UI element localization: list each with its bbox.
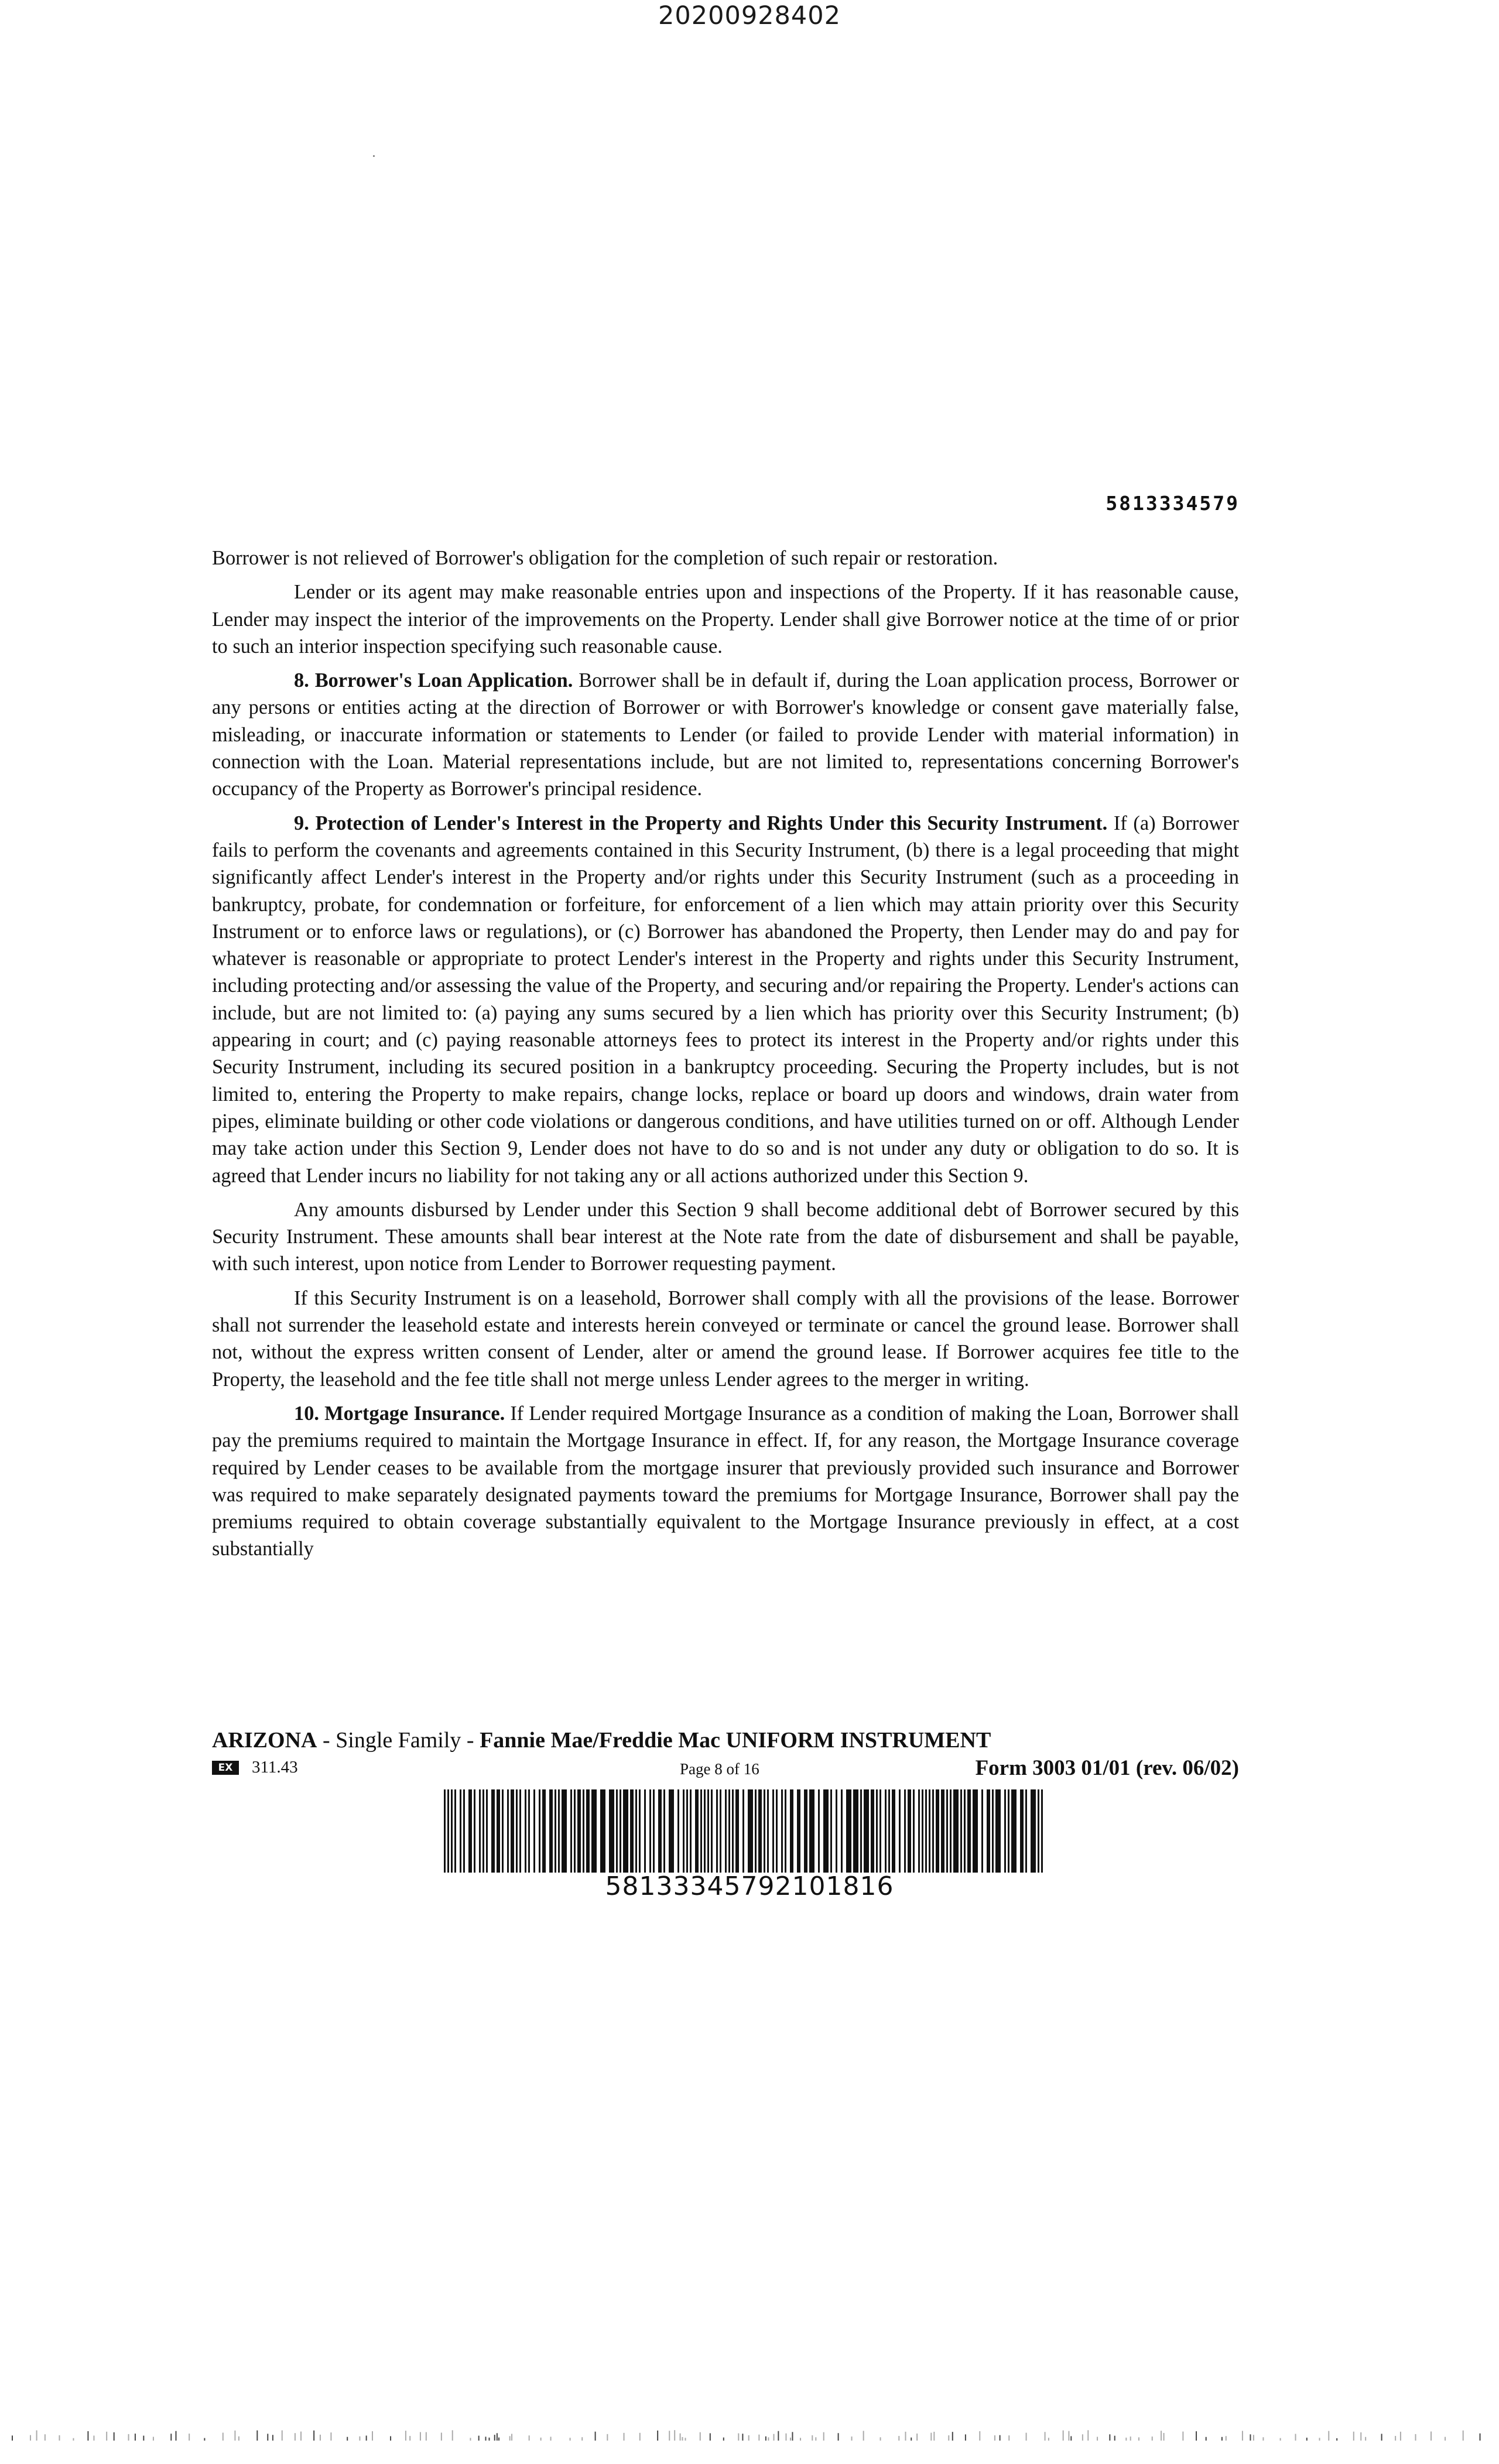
footer-separator: - Single Family - — [317, 1728, 480, 1753]
section-9-heading: 9. Protection of Lender's Interest in the Property and Rights Under this Security Instrument. — [294, 812, 1108, 834]
paragraph-leasehold: If this Security Instrument is on a leasehold, Borrower shall comply with all the provisions of the lease. Borrower shall not surrender the leasehold estate and interests herein conveyed or terminate or cancel the ground lease. Borrower shall not, without the express written consent of Lender, alter or amend the ground lease. If Borrower acquires fee title to the Property, the leasehold and the fee title shall not merge unless Lender agrees to the merger in writing. — [212, 1286, 1239, 1391]
form-code-number: 311.43 — [252, 1758, 298, 1777]
barcode-digits: 58133345792101816 — [605, 1871, 894, 1901]
loan-number: 5813334579 — [1106, 492, 1240, 515]
footer-title — [212, 1727, 1239, 1753]
footer-state: ARIZONA — [212, 1728, 317, 1753]
section-8-heading: 8. Borrower's Loan Application. — [294, 669, 573, 692]
page-number: Page 8 of 16 — [680, 1760, 759, 1778]
barcode — [443, 1789, 1046, 1873]
paragraph-repair: Borrower is not relieved of Borrower's obligation for the completion of such repair or restoration. — [212, 547, 998, 569]
section-8 — [212, 667, 1239, 802]
form-id: Form 3003 01/01 (rev. 06/02) — [975, 1756, 1239, 1780]
section-8-text: Borrower shall be in default if, during the Loan application process, Borrower or any persons or entities acting at the direction of Borrower or with Borrower's knowledge or consent gave materially false, misleading, or inaccurate information or statements to Lender (or failed to provide Lender with material information) in connection with the Loan. Material representations include, but are not limited to, representations concerning Borrower's occupancy of the Property as Borrower's principal residence. — [212, 669, 1239, 800]
section-10 — [212, 1400, 1239, 1563]
section-9-text: If (a) Borrower fails to perform the covenants and agreements contained in this Security Instrument, (b) there is a legal proceeding that might significantly affect Lender's interest in the Property and/or rights under this Security Instrument (such as a proceeding in bankruptcy, probate, for condemnation or forfeiture, for enforcement of a lien which may attain priority over this Security Instrument or to enforce laws or regulations), or (c) Borrower has abandoned the Property, then Lender may do and pay for whatever is reasonable or appropriate to protect Lender's interest in the Property and rights under this Security Instrument, including protecting and/or assessing the value of the Property, and securing and/or repairing the Property. Lender's actions can include, but are not limited to: (a) paying any sums secured by a lien which has priority over this Security Instrument; (b) appearing in court; and (c) paying reasonable attorneys fees to protect its interest in the Property and/or rights under this Security Instrument, including its secured position in a bankruptcy proceeding. Securing the Property includes, but is not limited to, entering the Property to make repairs, change locks, replace or board up doors and windows, drain water from pipes, eliminate building or other code violations or dangerous conditions, and have utilities turned on or off. Although Lender may take action under this Section 9, Lender does not have to do so and is not under any duty or obligation to do so. It is agreed that Lender incurs no liability for not taking any or all actions authorized under this Section 9. — [212, 812, 1239, 1187]
document-body — [212, 545, 1239, 1570]
section-10-text: If Lender required Mortgage Insurance as a condition of making the Loan, Borrower shall pay the premiums required to maintain the Mortgage Insurance in effect. If, for any reason, the Mortgage Insurance coverage required by Lender ceases to be available from the mortgage insurer that previously provided such insurance and Borrower was required to make separately designated payments toward the premiums for Mortgage Insurance, Borrower shall pay the premiums required to obtain coverage substantially equivalent to the Mortgage Insurance previously in effect, at a cost substantially — [212, 1402, 1239, 1560]
section-10-heading: 10. Mortgage Insurance. — [294, 1402, 505, 1425]
scan-noise-strip — [0, 2428, 1499, 2441]
paragraph-amounts-disbursed: Any amounts disbursed by Lender under this Section 9 shall become additional debt of Borrower secured by this Security Instrument. These amounts shall bear interest at the Note rate from the date of disbursement and shall be payable, with such interest, upon notice from Lender to Borrower requesting payment. — [212, 1198, 1239, 1275]
recording-number: 20200928402 — [658, 1, 841, 30]
form-code — [212, 1758, 298, 1777]
footer-instrument: Fannie Mae/Freddie Mac UNIFORM INSTRUMENT — [480, 1728, 991, 1753]
section-9 — [212, 810, 1239, 1189]
paragraph-inspection: Lender or its agent may make reasonable entries upon and inspections of the Property. If it has reasonable cause, Lender may inspect the interior of the improvements on the Property. Lender shall give Borrower notice at the time of or prior to such an interior inspection specifying such reasonable cause. — [212, 581, 1239, 658]
footer-row — [212, 1755, 1239, 1785]
form-logo-icon: EX — [212, 1761, 239, 1775]
scan-speck — [373, 155, 375, 157]
